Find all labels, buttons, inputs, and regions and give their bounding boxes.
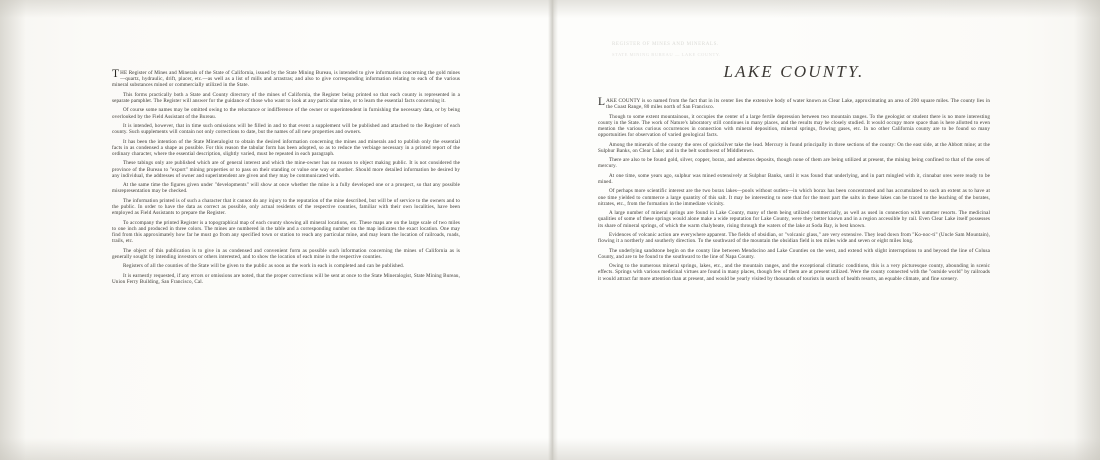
paragraph: To accompany the printed Register is a topographical map of each county showing all mineral locations, etc. These maps are on the large scale of two miles to one inch and produced in three colors. The mines are numbered in the table and a corresponding number on the map indicates the exact location. One may find from this approximately how far he must go from any specified town or station to reach any particular mine, and may learn the location of railroads, roads, trails, etc.: [112, 219, 460, 245]
page-edge-shadow-left: [0, 0, 26, 460]
paragraph: These tabings only are published which are of general interest and which the mine-owner has no reason to object making public. It is not considered the province of the Bureau to "export" mining properties or to pass on their standing or value one way or another. Should more detailed information be desired by any individual, the addresses of owner and superintendent are given and they may be communicated with.: [112, 160, 460, 179]
paragraph: The object of this publication is to give in as condensed and convenient form as possible such information concerning the mines of California as is generally sought by intending investors or others interested, and to show the location of each mine in the respective counties.: [112, 247, 460, 260]
paragraph: It has been the intention of the State Mineralogist to obtain the desired information concerning the mines and minerals and to publish only the essential facts in as condensed a shape as possible. For this reason the tabular form has been adopted, so as to reduce the verbiage necessary in a printed report of the ordinary character, where the essential description, slightly varied, must be repeated in each paragraph.: [112, 138, 460, 157]
paragraph: This forms practically both a State and County directory of the mines of California, the Register being printed so that each county is represented in a separate pamphlet. The Register will answer for the guidance of those who want to look at any particular mine, or to learn the essential facts concerning it.: [112, 91, 460, 104]
paragraph: LAKE COUNTY is so named from the fact that in its center lies the extensive body of water known as Clear Lake, approximating an area of 200 square miles. The county lies in the Coast Range, 80 miles north of San Francisco.: [598, 96, 990, 111]
page-edge-shadow-top: [0, 0, 1100, 18]
drop-cap-t: T: [112, 68, 120, 80]
paragraph: At the same time the figures given under "developments" will show at once whether the mine is a fully developed one or a prospect, so that any possible misrepresentation may be checked.: [112, 182, 460, 195]
paragraph: A large number of mineral springs are found in Lake County, many of them being utilized commercially, as well as used in connection with summer resorts. The medicinal qualities of some of these springs would alone make a wide reputation for Lake County, were they better known and in a region accessible by rail. Even Clear Lake itself possesses its share of mineral springs, of which the warm chalybeate, rising through the waters of the lake at Soda Bay, is best known.: [598, 210, 990, 229]
paragraph: Owing to the numerous mineral springs, lakes, etc., and the mountain ranges, and the exceptional climatic conditions, this is a very picturesque county, abounding in scenic effects. Springs with various medicinal virtues are found in many places, though few of them are at present utilized. Were the county connected with the "outside world" by railroads it would attract far more attention than at present, and would be yearly visited by thousands of tourists in search of health resorts, an equable climate, and fine scenery.: [598, 263, 990, 282]
paragraph: Though to some extent mountainous, it occupies the center of a large fertile depression between two mountain ranges. To the geologist or student there is no more interesting county in the State. The work of Nature's laboratory still continues in many places, and the results may be closely studied. It would occupy more space than is here allotted to even mention the various curious occurrences in connection with mineral deposition, mineral springs, flowing gases, etc. In no other California county are to be found so many opportunities for observation of varied geological facts.: [598, 113, 990, 139]
left-page-text-column: [112, 70, 460, 288]
paragraph: There are also to be found gold, silver, copper, borax, and asbestos deposits, though none of them are being utilized at present, the mining being confined to that of the ores of mercury.: [598, 157, 990, 170]
paragraph: At one time, some years ago, sulphur was mined extensively at Sulphur Banks, until it was found that underlying, and in part mingled with it, cinnabar ores were ready to be mined.: [598, 172, 990, 185]
page-edge-shadow-right: [1074, 0, 1100, 460]
right-page: [552, 0, 1100, 460]
show-through-text-line-1: REGISTER OF MINES AND MINERALS.: [612, 42, 719, 47]
drop-cap-l: L: [598, 96, 606, 108]
paragraph: Among the minerals of the county the ores of quicksilver take the lead. Mercury is found principally in three sections of the county: On the east side, at the Abbott mine; at the Sulphur Banks, on Clear Lake; and in the belt southwest of Middletown.: [598, 141, 990, 154]
page-edge-shadow-bottom: [0, 438, 1100, 460]
paragraph: It is earnestly requested, if any errors or omissions are noted, that the proper corrections will be sent at once to the State Mineralogist, State Mining Bureau, Union Ferry Building, San Francisco, Cal.: [112, 272, 460, 285]
paragraph: THE Register of Mines and Minerals of the State of California, issued by the State Mining Bureau, is intended to give information concerning the gold mines—quartz, hydraulic, drift, placer, etc.—as well as a list of mills and arrastras; and also to give corresponding information relating to each of the various mineral substances mined or commercially utilized in the State.: [112, 68, 460, 89]
book-gutter: [548, 0, 558, 460]
paragraph: Registers of all the counties of the State will be given to the public as soon as the work in each is completed and can be published.: [123, 263, 405, 270]
paragraph: Of course some names may be omitted owing to the reluctance or indifference of the owner or superintendent in furnishing the necessary data, or by being overlooked by the Field Assistant of the Bureau.: [112, 107, 460, 120]
paragraph: Evidences of volcanic action are everywhere apparent. The fields of obsidian, or "volcanic glass," are very extensive. They lead down from "Ko-noc-ti" (Uncle Sam Mountain), flowing it a northerly and southerly direction. To the southward of the mountain the obsidian field is ten miles wide and seven or eight miles long.: [598, 231, 990, 245]
right-page-text-column: [598, 98, 990, 285]
page-title: LAKE COUNTY.: [723, 62, 865, 81]
paragraph: The underlying sandstone begin on the county line between Mendocino and Lake Counties on the west, and extend with slight interruptions to and beyond the line of Colusa County, and are to be found to the southward to the line of Napa County.: [598, 247, 990, 260]
paragraph: Of perhaps more scientific interest are the two borax lakes—pools without outlets—in which borax has been concentrated and has accumulated to such an extent as to have at one time yielded to commerce a large quantity of this salt. It may be interesting to note that for the most part the salts in these lakes can be traced to the leaching of the borates, nitrates, etc., from the formation in the immediate vicinity.: [598, 188, 990, 207]
paragraph: The information printed is of such a character that it cannot do any injury to the reputation of the mine described, but will be of service to the owners and to the public. In order to have the data as correct as possible, only actual residents of the respective counties, familiar with their own localities, have been employed as Field Assistants to prepare the Register.: [112, 197, 460, 217]
show-through-text-line-2: STATE MINING BUREAU — LAKE COUNTY.: [612, 52, 721, 57]
paragraph: It is intended, however, that in time such omissions will be filled in and to that event a supplement will be published and attached to the Register of each county. Such supplements will contain not only corrections to date, but the names of all new properties and owners.: [112, 122, 460, 136]
